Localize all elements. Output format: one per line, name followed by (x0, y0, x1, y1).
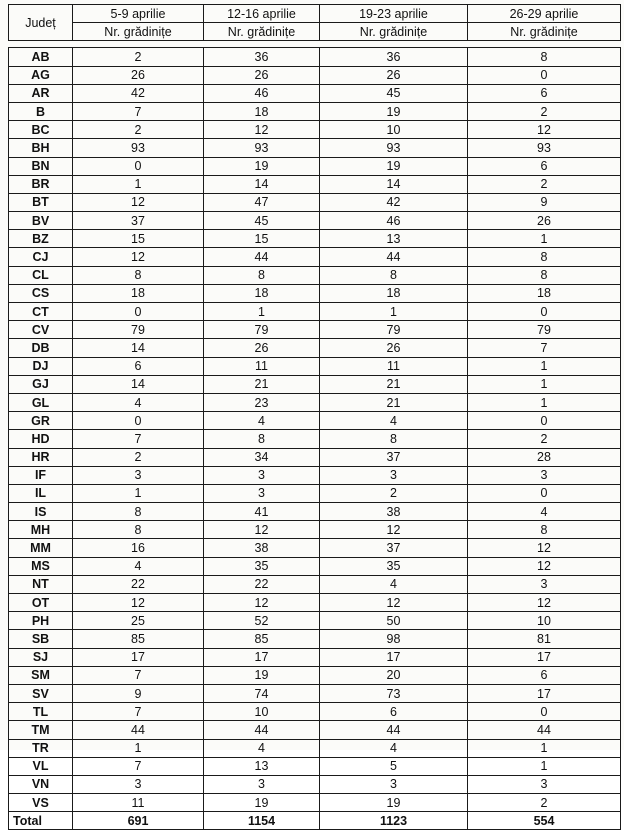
county-code: CJ (9, 248, 73, 266)
cell-value: 37 (320, 539, 468, 557)
county-code: TL (9, 703, 73, 721)
table-row (9, 230, 621, 248)
week-header-2: 12-16 aprilie (204, 5, 320, 23)
table-row (9, 157, 621, 175)
cell-value: 38 (320, 503, 468, 521)
table-row (9, 102, 621, 120)
cell-value: 93 (468, 139, 621, 157)
table-row (9, 575, 621, 593)
cell-value: 79 (320, 321, 468, 339)
county-code: MS (9, 557, 73, 575)
cell-value: 7 (468, 339, 621, 357)
county-code: TR (9, 739, 73, 757)
cell-value: 37 (73, 212, 204, 230)
table-row (9, 666, 621, 684)
cell-value: 52 (204, 612, 320, 630)
cell-value: 0 (73, 157, 204, 175)
sub-header-4: Nr. grădinițe (468, 23, 621, 41)
cell-value: 8 (468, 521, 621, 539)
cell-value: 7 (73, 430, 204, 448)
header-row-weeks (9, 5, 621, 23)
cell-value: 44 (204, 248, 320, 266)
total-row (9, 812, 621, 830)
county-code: BV (9, 212, 73, 230)
cell-value: 45 (204, 212, 320, 230)
total-label: Total (9, 812, 73, 830)
table-row (9, 648, 621, 666)
cell-value: 12 (204, 594, 320, 612)
cell-value: 8 (320, 266, 468, 284)
cell-value: 4 (320, 575, 468, 593)
cell-value: 36 (204, 48, 320, 66)
cell-value: 11 (320, 357, 468, 375)
cell-value: 50 (320, 612, 468, 630)
cell-value: 15 (204, 230, 320, 248)
cell-value: 23 (204, 393, 320, 411)
cell-value: 2 (73, 121, 204, 139)
table-row (9, 448, 621, 466)
table-row (9, 121, 621, 139)
cell-value: 3 (320, 466, 468, 484)
cell-value: 4 (320, 412, 468, 430)
cell-value: 74 (204, 684, 320, 702)
cell-value: 3 (204, 466, 320, 484)
table-row (9, 775, 621, 793)
header-gap-row (9, 41, 621, 48)
cell-value: 11 (73, 794, 204, 812)
county-code: NT (9, 575, 73, 593)
cell-value: 34 (204, 448, 320, 466)
cell-value: 18 (320, 284, 468, 302)
cell-value: 8 (320, 430, 468, 448)
cell-value: 16 (73, 539, 204, 557)
cell-value: 26 (73, 66, 204, 84)
cell-value: 28 (468, 448, 621, 466)
county-code: BC (9, 121, 73, 139)
cell-value: 7 (73, 666, 204, 684)
cell-value: 42 (320, 193, 468, 211)
county-code: GL (9, 393, 73, 411)
county-code: AR (9, 84, 73, 102)
cell-value: 26 (204, 66, 320, 84)
cell-value: 85 (204, 630, 320, 648)
cell-value: 3 (468, 466, 621, 484)
county-code: BT (9, 193, 73, 211)
cell-value: 4 (204, 739, 320, 757)
cell-value: 14 (73, 339, 204, 357)
cell-value: 79 (468, 321, 621, 339)
cell-value: 81 (468, 630, 621, 648)
cell-value: 0 (468, 303, 621, 321)
cell-value: 18 (204, 284, 320, 302)
cell-value: 22 (73, 575, 204, 593)
county-code: VS (9, 794, 73, 812)
cell-value: 3 (73, 466, 204, 484)
table-row (9, 539, 621, 557)
cell-value: 2 (468, 102, 621, 120)
total-value: 1154 (204, 812, 320, 830)
cell-value: 17 (320, 648, 468, 666)
cell-value: 17 (468, 684, 621, 702)
cell-value: 44 (320, 721, 468, 739)
cell-value: 4 (204, 412, 320, 430)
cell-value: 4 (320, 739, 468, 757)
cell-value: 1 (468, 375, 621, 393)
cell-value: 21 (320, 393, 468, 411)
cell-value: 8 (73, 266, 204, 284)
cell-value: 46 (204, 84, 320, 102)
table-row (9, 521, 621, 539)
sub-header-1: Nr. grădinițe (73, 23, 204, 41)
county-code: SM (9, 666, 73, 684)
table-row (9, 266, 621, 284)
cell-value: 26 (204, 339, 320, 357)
table-row (9, 612, 621, 630)
county-code: MH (9, 521, 73, 539)
cell-value: 1 (468, 393, 621, 411)
cell-value: 79 (73, 321, 204, 339)
cell-value: 7 (73, 703, 204, 721)
cell-value: 12 (320, 594, 468, 612)
cell-value: 93 (204, 139, 320, 157)
header-row-sub (9, 23, 621, 41)
county-code: CT (9, 303, 73, 321)
total-value: 554 (468, 812, 621, 830)
table-row (9, 193, 621, 211)
county-code: CL (9, 266, 73, 284)
table-row (9, 321, 621, 339)
cell-value: 10 (320, 121, 468, 139)
cell-value: 10 (468, 612, 621, 630)
cell-value: 44 (204, 721, 320, 739)
county-code: CS (9, 284, 73, 302)
cell-value: 41 (204, 503, 320, 521)
table-row (9, 248, 621, 266)
cell-value: 13 (320, 230, 468, 248)
cell-value: 0 (468, 412, 621, 430)
cell-value: 4 (73, 557, 204, 575)
cell-value: 8 (204, 430, 320, 448)
cell-value: 19 (204, 794, 320, 812)
week-header-4: 26-29 aprilie (468, 5, 621, 23)
table-row (9, 594, 621, 612)
county-code: VL (9, 757, 73, 775)
cell-value: 10 (204, 703, 320, 721)
cell-value: 12 (468, 539, 621, 557)
cell-value: 12 (73, 248, 204, 266)
cell-value: 38 (204, 539, 320, 557)
cell-value: 93 (73, 139, 204, 157)
county-code: OT (9, 594, 73, 612)
cell-value: 0 (468, 66, 621, 84)
cell-value: 26 (468, 212, 621, 230)
cell-value: 2 (468, 794, 621, 812)
cell-value: 2 (73, 48, 204, 66)
cell-value: 19 (320, 102, 468, 120)
cell-value: 0 (468, 484, 621, 502)
cell-value: 22 (204, 575, 320, 593)
cell-value: 6 (468, 84, 621, 102)
table-row (9, 557, 621, 575)
county-code: AG (9, 66, 73, 84)
county-code: BN (9, 157, 73, 175)
county-code: SJ (9, 648, 73, 666)
cell-value: 1 (73, 484, 204, 502)
cell-value: 17 (73, 648, 204, 666)
kindergarten-table (8, 4, 621, 830)
cell-value: 2 (468, 430, 621, 448)
cell-value: 18 (468, 284, 621, 302)
week-header-1: 5-9 aprilie (73, 5, 204, 23)
cell-value: 45 (320, 84, 468, 102)
cell-value: 12 (468, 121, 621, 139)
county-code: B (9, 102, 73, 120)
table-row (9, 412, 621, 430)
cell-value: 1 (73, 739, 204, 757)
cell-value: 13 (204, 757, 320, 775)
county-code: BH (9, 139, 73, 157)
cell-value: 8 (204, 266, 320, 284)
cell-value: 12 (204, 521, 320, 539)
table-row (9, 684, 621, 702)
total-value: 691 (73, 812, 204, 830)
cell-value: 1 (468, 357, 621, 375)
cell-value: 8 (468, 248, 621, 266)
cell-value: 26 (320, 339, 468, 357)
cell-value: 11 (204, 357, 320, 375)
cell-value: 9 (468, 193, 621, 211)
cell-value: 6 (468, 666, 621, 684)
cell-value: 5 (320, 757, 468, 775)
table-row (9, 484, 621, 502)
cell-value: 3 (468, 575, 621, 593)
week-header-3: 19-23 aprilie (320, 5, 468, 23)
cell-value: 6 (320, 703, 468, 721)
cell-value: 1 (320, 303, 468, 321)
cell-value: 12 (320, 521, 468, 539)
county-code: AB (9, 48, 73, 66)
cell-value: 12 (468, 594, 621, 612)
cell-value: 44 (73, 721, 204, 739)
cell-value: 3 (320, 775, 468, 793)
cell-value: 2 (73, 448, 204, 466)
county-code: CV (9, 321, 73, 339)
county-code: IF (9, 466, 73, 484)
table-row (9, 703, 621, 721)
cell-value: 36 (320, 48, 468, 66)
cell-value: 1 (468, 757, 621, 775)
table-row (9, 48, 621, 66)
table-row (9, 503, 621, 521)
county-code: MM (9, 539, 73, 557)
cell-value: 3 (73, 775, 204, 793)
cell-value: 2 (320, 484, 468, 502)
table-row (9, 739, 621, 757)
table-body (9, 48, 621, 830)
cell-value: 2 (468, 175, 621, 193)
table-row (9, 430, 621, 448)
cell-value: 12 (204, 121, 320, 139)
table-row (9, 66, 621, 84)
cell-value: 79 (204, 321, 320, 339)
county-code: GR (9, 412, 73, 430)
cell-value: 4 (468, 503, 621, 521)
county-code: DJ (9, 357, 73, 375)
county-code: IS (9, 503, 73, 521)
cell-value: 0 (73, 303, 204, 321)
county-code: PH (9, 612, 73, 630)
cell-value: 14 (320, 175, 468, 193)
cell-value: 25 (73, 612, 204, 630)
table-row (9, 212, 621, 230)
county-code: DB (9, 339, 73, 357)
cell-value: 8 (73, 521, 204, 539)
cell-value: 1 (73, 175, 204, 193)
total-value: 1123 (320, 812, 468, 830)
cell-value: 1 (468, 739, 621, 757)
county-code: SB (9, 630, 73, 648)
cell-value: 44 (468, 721, 621, 739)
table-row (9, 84, 621, 102)
county-code: TM (9, 721, 73, 739)
county-column-header: Județ (9, 5, 73, 41)
sub-header-3: Nr. grădinițe (320, 23, 468, 41)
cell-value: 35 (320, 557, 468, 575)
cell-value: 93 (320, 139, 468, 157)
cell-value: 47 (204, 193, 320, 211)
table-row (9, 175, 621, 193)
cell-value: 19 (204, 666, 320, 684)
cell-value: 0 (468, 703, 621, 721)
cell-value: 12 (468, 557, 621, 575)
cell-value: 17 (204, 648, 320, 666)
table-row (9, 357, 621, 375)
cell-value: 73 (320, 684, 468, 702)
cell-value: 19 (320, 157, 468, 175)
cell-value: 26 (320, 66, 468, 84)
cell-value: 0 (73, 412, 204, 430)
cell-value: 20 (320, 666, 468, 684)
cell-value: 7 (73, 757, 204, 775)
cell-value: 6 (73, 357, 204, 375)
cell-value: 21 (320, 375, 468, 393)
cell-value: 21 (204, 375, 320, 393)
cell-value: 6 (468, 157, 621, 175)
cell-value: 1 (468, 230, 621, 248)
cell-value: 46 (320, 212, 468, 230)
cell-value: 7 (73, 102, 204, 120)
cell-value: 44 (320, 248, 468, 266)
county-code: GJ (9, 375, 73, 393)
sub-header-2: Nr. grădinițe (204, 23, 320, 41)
cell-value: 3 (204, 484, 320, 502)
cell-value: 19 (320, 794, 468, 812)
cell-value: 17 (468, 648, 621, 666)
cell-value: 3 (204, 775, 320, 793)
table-row (9, 721, 621, 739)
table-row (9, 339, 621, 357)
table-row (9, 630, 621, 648)
cell-value: 4 (73, 393, 204, 411)
cell-value: 9 (73, 684, 204, 702)
cell-value: 18 (204, 102, 320, 120)
table-row (9, 393, 621, 411)
cell-value: 3 (468, 775, 621, 793)
table-row (9, 466, 621, 484)
county-code: HD (9, 430, 73, 448)
county-code: HR (9, 448, 73, 466)
cell-value: 14 (73, 375, 204, 393)
cell-value: 37 (320, 448, 468, 466)
cell-value: 8 (468, 48, 621, 66)
cell-value: 35 (204, 557, 320, 575)
cell-value: 19 (204, 157, 320, 175)
cell-value: 8 (468, 266, 621, 284)
table-row (9, 375, 621, 393)
cell-value: 15 (73, 230, 204, 248)
table-row (9, 303, 621, 321)
county-code: SV (9, 684, 73, 702)
table-row (9, 139, 621, 157)
county-code: VN (9, 775, 73, 793)
county-code: IL (9, 484, 73, 502)
cell-value: 12 (73, 193, 204, 211)
cell-value: 12 (73, 594, 204, 612)
county-code: BZ (9, 230, 73, 248)
cell-value: 42 (73, 84, 204, 102)
cell-value: 18 (73, 284, 204, 302)
cell-value: 8 (73, 503, 204, 521)
county-code: BR (9, 175, 73, 193)
table-row (9, 757, 621, 775)
cell-value: 98 (320, 630, 468, 648)
cell-value: 14 (204, 175, 320, 193)
table-row (9, 284, 621, 302)
cell-value: 1 (204, 303, 320, 321)
cell-value: 85 (73, 630, 204, 648)
table-row (9, 794, 621, 812)
